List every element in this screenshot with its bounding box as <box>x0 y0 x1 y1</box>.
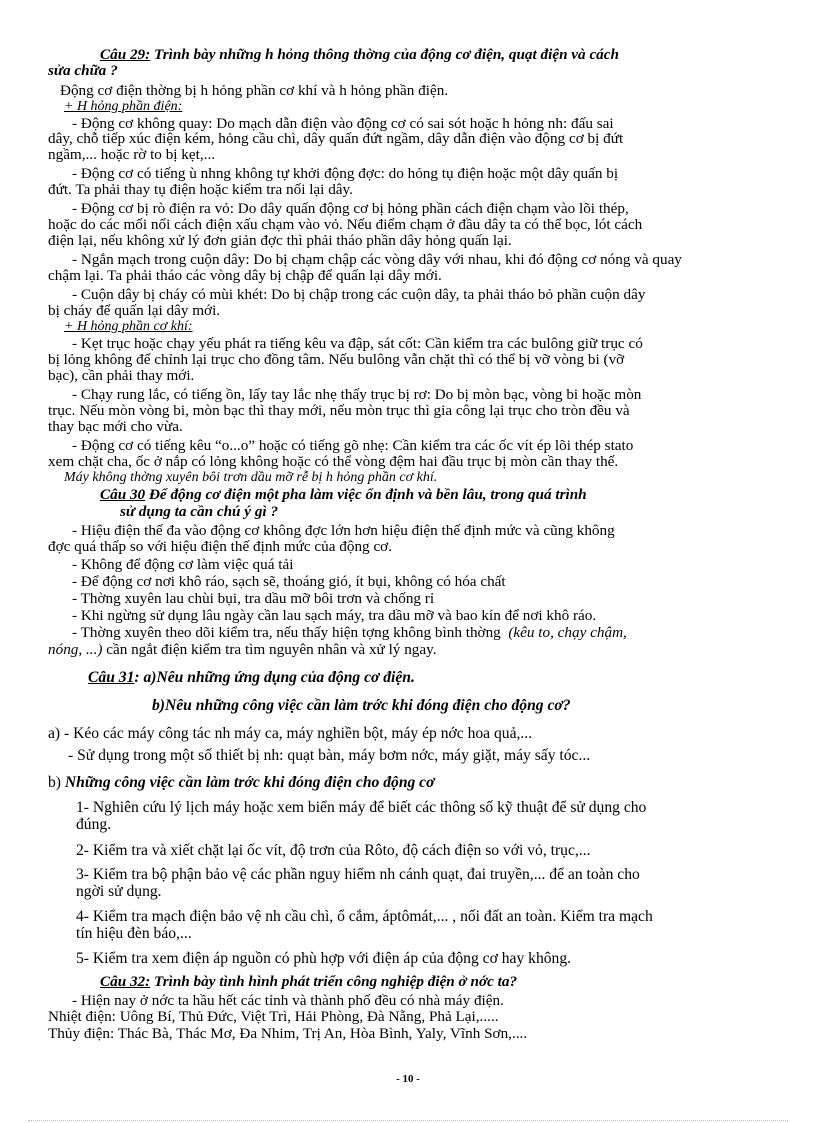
q32-line: - Hiện nay ở nớc ta hầu hết các tỉnh và thành phố đều có nhà máy điện. <box>72 993 504 1009</box>
q29-electrical-line: - Động cơ bị rò điện ra vỏ: Do dây quấn động cơ bị hỏng phần cách điện chạm vào lõi thép, <box>72 201 629 217</box>
q29-label: Câu 29: <box>100 47 151 63</box>
q31-b-item: 4- Kiểm tra mạch điện bảo vệ nh cầu chì, ổ cắm, áptômát,... , nối đất an toàn. Kiểm tra mạch <box>76 909 653 925</box>
q29-electrical-heading: + H hỏng phần điện: <box>64 99 183 114</box>
q29-mechanical-line: - Động cơ có tiếng kêu “o...o” hoặc có tiếng gõ nhẹ: Cần kiểm tra các ốc vít ép lõi thép stato <box>72 438 634 454</box>
q29-heading <box>100 47 776 63</box>
q30-item-italic: (kêu to, chạy chậm, <box>508 625 627 641</box>
q32-heading <box>100 974 776 990</box>
q29-electrical-line: - Động cơ không quay: Do mạch dẫn điện vào động cơ có sai sót hoặc h hỏng nh: đấu sai <box>72 116 614 132</box>
q29-electrical-line: - Ngắn mạch trong cuộn dây: Do bị chạm chập các vòng dây với nhau, khi đó động cơ nóng và quay <box>72 252 682 268</box>
q31-b-item: 5- Kiểm tra xem điện áp nguồn có phù hợp với điện áp của động cơ hay không. <box>76 951 572 967</box>
q30-item-cont <box>48 642 776 658</box>
q31-b-item: 3- Kiểm tra bộ phận bảo vệ các phần nguy hiểm nh cánh quạt, đai truyền,... để an toàn cho <box>76 867 640 883</box>
q31-b-item: đúng. <box>76 817 112 833</box>
q30-heading <box>100 487 776 503</box>
q31-b-prefix: b) <box>48 775 65 791</box>
q32-line: Nhiệt điện: Uông Bí, Thủ Đức, Việt Trì, Hải Phòng, Đà Nẵng, Phả Lại,..... <box>48 1009 499 1025</box>
q30-item-text: - Thờng xuyên theo dõi kiểm tra, nếu thấy hiện tợng không bình thờng <box>72 625 501 641</box>
q29-electrical-line: hoặc do các mối nối cách điện xấu chạm vào vỏ. Nếu điểm chạm ở đầu dây ta có thể bọc, lót cách <box>48 217 643 233</box>
q29-mechanical-line: - Chạy rung lắc, có tiếng ồn, lấy tay lắc nhẹ thấy trục bị rơ: Do bị mòn bạc, vòng bi hoặc mòn <box>72 387 642 403</box>
q29-mechanical-line: thay bạc mới cho vừa. <box>48 419 183 435</box>
q30-item: - Khi ngừng sử dụng lâu ngày cần lau sạch máy, tra dầu mỡ và bao kín để nơi khô ráo. <box>72 608 597 624</box>
q29-mechanical-line: trục. Nếu mòn vòng bi, mòn bạc thì thay mới, nếu mòn trục thì gia công lại trục cho tròn đều và <box>48 403 630 419</box>
q30-item: - Để động cơ nơi khô ráo, sạch sẽ, thoáng gió, ít bụi, không có hóa chất <box>72 574 506 590</box>
q30-item: - Hiệu điện thế đa vào động cơ không đợc lớn hơn hiệu điện thế định mức và cũng không <box>72 523 615 539</box>
q29-intro: Động cơ điện thờng bị h hỏng phần cơ khí và h hỏng phần điện. <box>60 83 449 99</box>
q30-title-cont: sử dụng ta cần chú ý gì ? <box>120 504 279 520</box>
q29-electrical-line: dây, chỗ tiếp xúc điện kém, hỏng cầu chì, dây quấn đứt ngầm, dây dẫn điện vào động cơ bị đứt <box>48 131 624 147</box>
q31-label: Câu 31 <box>88 670 135 686</box>
q29-electrical-line: - Động cơ có tiếng ù nhng không tự khởi động đợc: do hỏng tụ điện hoặc một dây quấn bị <box>72 166 619 182</box>
q29-title-cont: sửa chữa ? <box>48 63 118 79</box>
q29-mechanical-line: bị lỏng không để chỉnh lại trục cho đồng tâm. Nếu bulông vẫn chặt thì có thể bị vỡ vòng bi (vỡ <box>48 352 625 368</box>
q29-note: Máy không thờng xuyên bôi trơn dầu mỡ rễ bị h hỏng phần cơ khí. <box>64 470 438 485</box>
q32-title: Trình bày tình hình phát triển công nghiệp điện ở nớc ta? <box>150 974 518 990</box>
bottom-divider <box>28 1120 788 1121</box>
q31-b-item: tín hiệu đèn báo,... <box>76 926 192 942</box>
page-number: - 10 - <box>396 1073 420 1085</box>
q31-b-heading-text: Những công việc cần làm trớc khi đóng điện cho động cơ <box>64 775 435 791</box>
q29-mechanical-heading: + H hỏng phần cơ khí: <box>64 319 193 334</box>
q30-item: - Không để động cơ làm việc quá tải <box>72 557 294 573</box>
q29-electrical-line: chậm lại. Ta phải tháo các vòng dây bị chập để quấn lại dây mới. <box>48 268 442 284</box>
q32-line: Thủy điện: Thác Bà, Thác Mơ, Đa Nhim, Trị An, Hòa Bình, Yaly, Vĩnh Sơn,.... <box>48 1026 528 1042</box>
q29-electrical-line: đứt. Ta phải thay tụ điện hoặc kiểm tra nối lại dây. <box>48 182 353 198</box>
q31-title-a: : a)Nêu những ứng dụng của động cơ điện. <box>134 670 415 686</box>
q30-item: đợc quá thấp so với hiệu điện thế định mức của động cơ. <box>48 539 393 555</box>
q31-b-item: ngời sử dụng. <box>76 884 162 900</box>
q30-item-text: cần ngắt điện kiểm tra tìm nguyên nhân và xử lý ngay. <box>106 642 437 658</box>
q29-electrical-line: ngầm,... hoặc rờ to bị kẹt,... <box>48 147 216 163</box>
q29-electrical-line: - Cuộn dây bị cháy có mùi khét: Do bị chập trong các cuộn dây, ta phải tháo bỏ phần cuộn dây <box>72 287 646 303</box>
q31-b-item: 1- Nghiên cứu lý lịch máy hoặc xem biển máy để biết các thông số kỹ thuật để sử dụng cho <box>76 800 647 816</box>
q29-electrical-line: điện lại, nếu không xử lý đơn giản đợc thì phải tháo phần dây hỏng quấn lại. <box>48 233 512 249</box>
q31-b-heading <box>48 775 776 791</box>
q29-title: Trình bày những h hỏng thông thờng của động cơ điện, quạt điện và cách <box>150 47 619 63</box>
q30-title: Để động cơ điện một pha làm việc ổn định và bền lâu, trong quá trình <box>145 487 587 503</box>
q31-heading <box>88 670 776 686</box>
q29-mechanical-line: bạc), cần phải thay mới. <box>48 368 195 384</box>
q31-a-line: - Sử dụng trong một số thiết bị nh: quạt bàn, máy bơm nớc, máy giặt, máy sấy tóc... <box>68 748 591 764</box>
q31-b-item: 2- Kiểm tra và xiết chặt lại ốc vít, độ trơn của Rôto, độ cách điện so với vỏ, trục,... <box>76 843 591 859</box>
q30-item-with-note <box>72 625 776 641</box>
q32-label: Câu 32: <box>100 974 151 990</box>
q29-mechanical-line: xem chặt cha, ốc ở nắp có lỏng không hoặc có thể vòng đệm hai đầu trục bị mòn cần thay thế. <box>48 454 619 470</box>
q30-item-italic: nóng, ...) <box>48 642 103 658</box>
q30-label: Câu 30 <box>100 487 146 503</box>
q31-title-b: b)Nêu những công việc cần làm trớc khi đóng điện cho động cơ? <box>152 698 571 714</box>
q30-item: - Thờng xuyên lau chùi bụi, tra dầu mỡ bôi trơn và chống rỉ <box>72 591 435 607</box>
q31-a-line: a) - Kéo các máy công tác nh máy ca, máy nghiền bột, máy ép nớc hoa quả,... <box>48 726 533 742</box>
q29-electrical-line: bị cháy để quấn lại dây mới. <box>48 303 221 319</box>
q29-mechanical-line: - Kẹt trục hoặc chạy yếu phát ra tiếng kêu va đập, sát cốt: Cần kiểm tra các bulông giữ trục có <box>72 336 643 352</box>
